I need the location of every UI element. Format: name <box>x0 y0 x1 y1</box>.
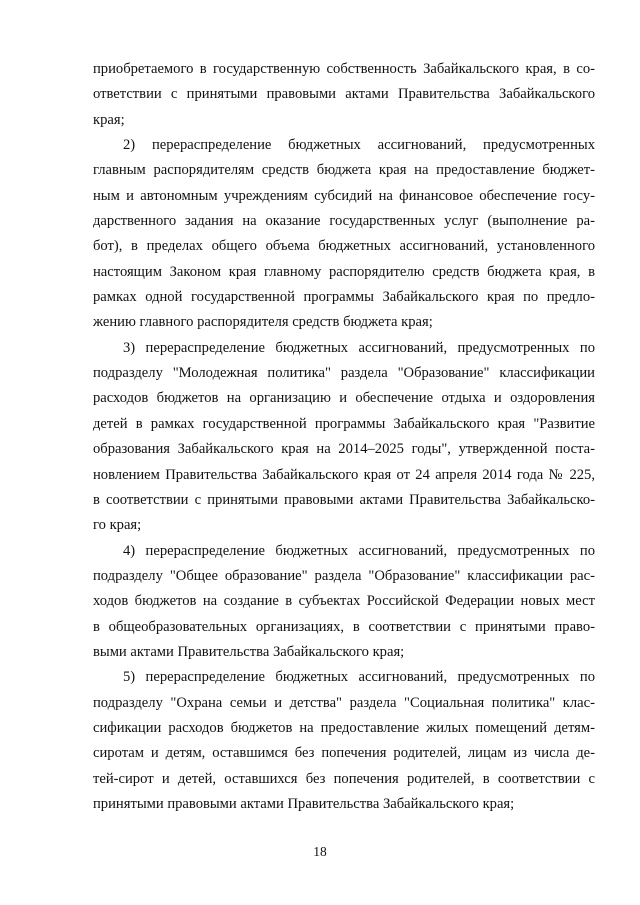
text-line: принятыми правовыми актами Правительства Забайкальского края; <box>93 795 515 812</box>
text-line: жению главного распорядителя средств бюджета края; <box>93 314 433 331</box>
text-line: образования Забайкальского края на 2014–2025 годы", утвержденной поста- <box>93 441 595 458</box>
text-line: в общеобразовательных организациях, в соответствии с принятыми право- <box>93 618 595 635</box>
text-line: тей-сирот и детей, оставшихся без попечения родителей, в соответствии с <box>93 770 595 787</box>
text-line: выми актами Правительства Забайкальского края; <box>93 643 405 660</box>
text-line: подразделу "Охрана семьи и детства" раздела "Социальная политика" клас- <box>93 694 595 711</box>
text-line: ным и автономным учреждениям субсидий на финансовое обеспечение госу- <box>93 187 595 204</box>
text-line: главным распорядителям средств бюджета края на предоставление бюджет- <box>93 162 595 179</box>
text-line: края; <box>93 111 125 128</box>
text-line: дарственного задания на оказание государственных услуг (выполнение ра- <box>93 213 595 230</box>
text-line: бот), в пределах общего объема бюджетных ассигнований, установленного <box>93 238 595 255</box>
text-line: 5) перераспределение бюджетных ассигнований, предусмотренных по <box>123 669 595 686</box>
text-line: настоящим Законом края главному распорядителю средств бюджета края, в <box>93 263 595 280</box>
text-line: сиротам и детям, оставшимся без попечения родителей, лицам из числа де- <box>93 745 595 762</box>
page-number: 18 <box>313 844 327 859</box>
text-line: рамках одной государственной программы Забайкальского края по предло- <box>93 289 595 306</box>
text-line: ответствии с принятыми правовыми актами Правительства Забайкальского <box>93 86 595 103</box>
text-line: приобретаемого в государственную собственность Забайкальского края, в со- <box>93 61 595 77</box>
text-line: ходов бюджетов на создание в субъектах Российской Федерации новых мест <box>93 593 595 610</box>
text-line: сификации расходов бюджетов на предоставление жилых помещений детям- <box>93 719 595 736</box>
text-line: в соответствии с принятыми правовыми актами Правительства Забайкальско- <box>93 491 595 508</box>
body-text <box>93 57 595 817</box>
text-line: 3) перераспределение бюджетных ассигнований, предусмотренных по <box>123 339 595 356</box>
text-line: 4) перераспределение бюджетных ассигнований, предусмотренных по <box>123 542 595 559</box>
text-line: новлением Правительства Забайкальского края от 24 апреля 2014 года № 225, <box>93 466 595 483</box>
text-line: расходов бюджетов на организацию и обеспечение отдыха и оздоровления <box>93 390 595 407</box>
text-line: го края; <box>93 517 142 534</box>
text-line: детей в рамках государственной программы Забайкальского края "Развитие <box>93 415 595 432</box>
text-line: подразделу "Общее образование" раздела "Образование" классификации рас- <box>93 567 595 584</box>
text-line: подразделу "Молодежная политика" раздела "Образование" классификации <box>93 365 595 382</box>
text-line: 2) перераспределение бюджетных ассигнований, предусмотренных <box>123 137 595 154</box>
